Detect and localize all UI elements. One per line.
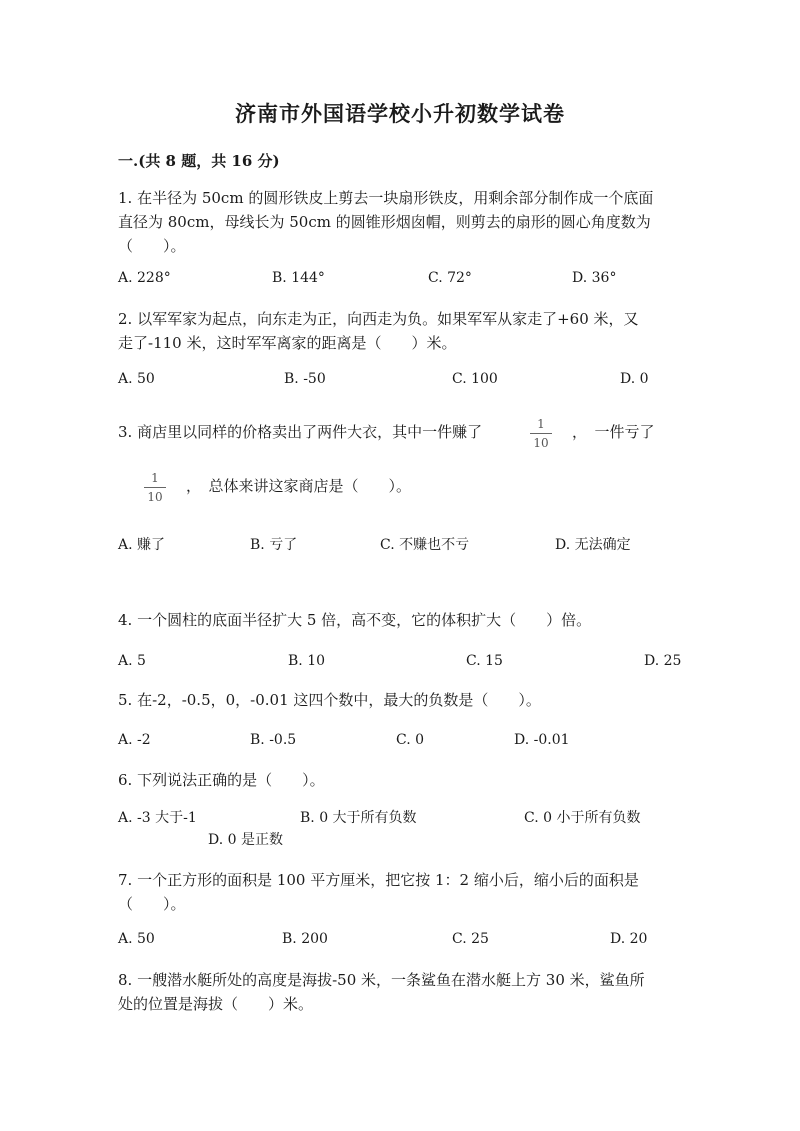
question-7 bbox=[118, 868, 678, 916]
q6-option-a: A. -3 大于-1 bbox=[118, 810, 197, 826]
question-3-part-2: ， 一件亏了 bbox=[572, 423, 655, 441]
question-3-part-3: ， 总体来讲这家商店是（ ）。 bbox=[186, 477, 412, 495]
q3-option-c: C. 不赚也不亏 bbox=[380, 537, 470, 553]
exam-title: 济南市外国语学校小升初数学试卷 bbox=[235, 101, 565, 126]
q4-option-d: D. 25 bbox=[644, 653, 682, 669]
fraction-one-tenth bbox=[144, 471, 166, 504]
q5-option-b: B. -0.5 bbox=[250, 732, 297, 748]
question-5-line-1: 5. 在-2，-0.5，0，-0.01 这四个数中，最大的负数是（ ）。 bbox=[118, 691, 541, 709]
q5-option-a: A. -2 bbox=[118, 732, 151, 748]
q1-option-b: B. 144° bbox=[272, 270, 325, 286]
question-4 bbox=[118, 608, 678, 632]
question-8 bbox=[118, 968, 678, 1016]
question-3-part-1: 3. 商店里以同样的价格卖出了两件大衣，其中一件赚了 bbox=[118, 423, 483, 441]
question-1-line-2: 直径为 80cm，母线长为 50cm 的圆锥形烟囱帽，则剪去的扇形的圆心角度数为 bbox=[118, 213, 651, 231]
q3-option-a: A. 赚了 bbox=[118, 537, 166, 553]
q4-option-c: C. 15 bbox=[466, 653, 503, 669]
fraction-denominator: 10 bbox=[533, 436, 549, 450]
question-8-line-1: 8. 一艘潜水艇所处的高度是海拔-50 米，一条鲨鱼在潜水艇上方 30 米，鲨鱼所 bbox=[118, 971, 645, 989]
question-7-line-1: 7. 一个正方形的面积是 100 平方厘米，把它按 1：2 缩小后，缩小后的面积是 bbox=[118, 871, 639, 889]
q6-option-d: D. 0 是正数 bbox=[208, 832, 283, 848]
question-2-line-1: 2. 以军军家为起点，向东走为正，向西走为负。如果军军从家走了+60 米，又 bbox=[118, 310, 639, 328]
q2-option-c: C. 100 bbox=[452, 371, 498, 387]
question-2 bbox=[118, 307, 678, 355]
q2-option-a: A. 50 bbox=[118, 371, 155, 387]
q4-option-b: B. 10 bbox=[288, 653, 326, 669]
q7-option-c: C. 25 bbox=[452, 931, 489, 947]
q1-option-c: C. 72° bbox=[428, 270, 472, 286]
fraction-bar bbox=[530, 433, 552, 434]
fraction-one-tenth bbox=[530, 417, 552, 450]
q7-option-b: B. 200 bbox=[282, 931, 328, 947]
q2-option-b: B. -50 bbox=[284, 371, 326, 387]
question-2-line-2: 走了-110 米，这时军军离家的距离是（ ）米。 bbox=[118, 334, 457, 352]
question-1 bbox=[118, 186, 678, 258]
q3-option-b: B. 亏了 bbox=[250, 537, 298, 553]
q2-option-d: D. 0 bbox=[620, 371, 649, 387]
question-6-line-1: 6. 下列说法正确的是（ ）。 bbox=[118, 771, 325, 789]
question-6 bbox=[118, 768, 678, 792]
question-8-line-2: 处的位置是海拔（ ）米。 bbox=[118, 995, 314, 1013]
q4-option-a: A. 5 bbox=[118, 653, 146, 669]
section-heading: 一.(共 8 题，共 16 分) bbox=[118, 152, 280, 170]
fraction-denominator: 10 bbox=[147, 490, 163, 504]
q7-option-d: D. 20 bbox=[610, 931, 648, 947]
fraction-numerator: 1 bbox=[537, 417, 545, 431]
fraction-numerator: 1 bbox=[151, 471, 159, 485]
q7-option-a: A. 50 bbox=[118, 931, 155, 947]
q5-option-c: C. 0 bbox=[396, 732, 425, 748]
question-5 bbox=[118, 688, 678, 712]
q5-option-d: D. -0.01 bbox=[514, 732, 570, 748]
question-1-line-1: 1. 在半径为 50cm 的圆形铁皮上剪去一块扇形铁皮，用剩余部分制作成一个底面 bbox=[118, 189, 654, 207]
q6-option-c: C. 0 小于所有负数 bbox=[524, 810, 641, 826]
question-1-line-3: （ ）。 bbox=[118, 237, 186, 255]
q1-option-a: A. 228° bbox=[118, 270, 171, 286]
question-4-line-1: 4. 一个圆柱的底面半径扩大 5 倍，高不变，它的体积扩大（ ）倍。 bbox=[118, 611, 592, 629]
q6-option-b: B. 0 大于所有负数 bbox=[300, 810, 417, 826]
fraction-bar bbox=[144, 487, 166, 488]
question-7-line-2: （ ）。 bbox=[118, 895, 186, 913]
q3-option-d: D. 无法确定 bbox=[555, 537, 631, 553]
q1-option-d: D. 36° bbox=[572, 270, 617, 286]
